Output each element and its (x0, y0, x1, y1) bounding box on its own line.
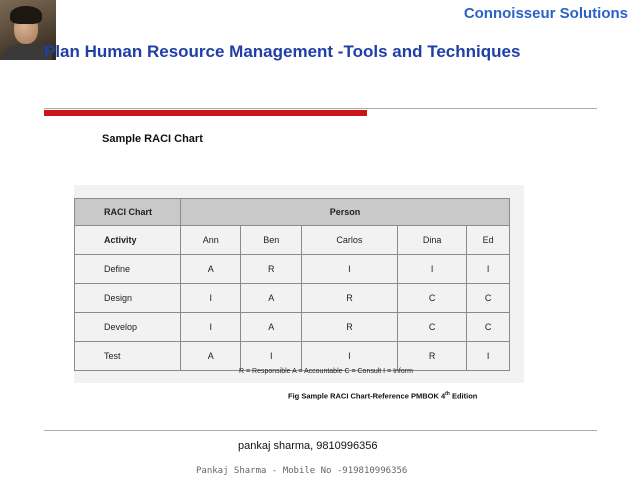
bottom-divider-line (44, 430, 597, 431)
raci-cell: I (301, 255, 397, 284)
raci-cell: R (397, 342, 466, 371)
raci-cell: C (397, 313, 466, 342)
section-subtitle: Sample RACI Chart (102, 133, 203, 145)
caption-suffix: Edition (449, 391, 478, 401)
raci-legend: R = Responsible A = Accountable C = Consult I = Inform (239, 368, 413, 375)
raci-cell: R (301, 284, 397, 313)
table-row (75, 313, 510, 342)
person-header: Dina (397, 226, 466, 255)
activity-cell: Design (75, 284, 181, 313)
person-header: Carlos (301, 226, 397, 255)
raci-cell: C (467, 284, 510, 313)
people-header-row (75, 226, 510, 255)
raci-cell: I (301, 342, 397, 371)
author-contact: pankaj sharma, 9810996356 (238, 440, 378, 452)
figure-caption (288, 391, 477, 401)
raci-cell: C (397, 284, 466, 313)
raci-cell: C (467, 313, 510, 342)
raci-corner-cell: RACI Chart (75, 199, 181, 226)
raci-cell: R (241, 255, 301, 284)
activity-cell: Test (75, 342, 181, 371)
table-row (75, 255, 510, 284)
person-header: Ben (241, 226, 301, 255)
accent-bar (44, 110, 367, 116)
raci-cell: I (181, 284, 241, 313)
raci-cell: I (467, 255, 510, 284)
raci-figure (74, 185, 524, 383)
slide-title: Plan Human Resource Management -Tools and Techniques (44, 42, 521, 61)
raci-cell: A (241, 284, 301, 313)
raci-cell: R (301, 313, 397, 342)
footer-text: Pankaj Sharma - Mobile No -919810996356 (196, 466, 408, 476)
raci-cell: I (467, 342, 510, 371)
table-header-row (75, 199, 510, 226)
raci-cell: A (181, 255, 241, 284)
person-header: Ann (181, 226, 241, 255)
raci-cell: I (397, 255, 466, 284)
brand-name: Connoisseur Solutions (463, 5, 628, 22)
table-row (75, 342, 510, 371)
person-group-header: Person (181, 199, 510, 226)
raci-cell: A (241, 313, 301, 342)
activity-cell: Define (75, 255, 181, 284)
raci-cell: I (241, 342, 301, 371)
raci-cell: A (181, 342, 241, 371)
divider-line (44, 108, 597, 109)
raci-table (74, 198, 510, 371)
person-header: Ed (467, 226, 510, 255)
caption-superscript: th (445, 391, 450, 397)
table-row (75, 284, 510, 313)
activity-cell: Develop (75, 313, 181, 342)
activity-header: Activity (75, 226, 181, 255)
raci-cell: I (181, 313, 241, 342)
caption-text: Fig Sample RACI Chart-Reference PMBOK 4 (288, 391, 446, 401)
